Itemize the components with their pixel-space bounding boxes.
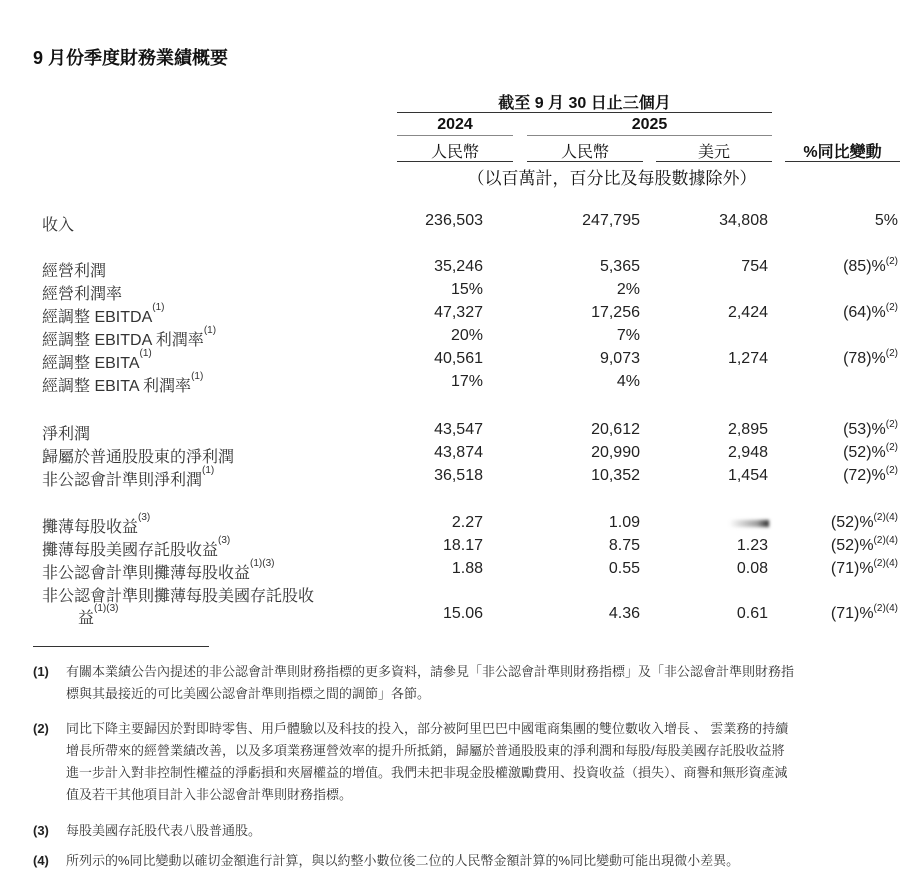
row-label: 經調整 EBITA 利潤率$^{(1)}$ — [42, 371, 204, 395]
value-yoy: (71)%$^{(2)(4)}$ — [830, 603, 898, 622]
value-2024-rmb: 15% — [450, 281, 483, 298]
value-2025-usd: 2,895 — [727, 421, 768, 438]
value-yoy: (52)%$^{(2)(4)}$ — [830, 512, 898, 531]
period-rule — [397, 112, 772, 113]
value-2024-rmb: 40,561 — [434, 350, 483, 367]
footnote-line: 每股美國存託股代表八股普通股。 — [66, 823, 262, 838]
col-2024-rmb-header: 人民幣 — [430, 144, 479, 161]
row-label: 攤薄每股收益$^{(3)}$ — [42, 512, 151, 536]
table-row-non-gaap-diluted-ads-eps — [0, 583, 916, 605]
footnote-line: 有關本業績公告內提述的非公認會計準則財務指標的更多資料，請參見「非公認會計準則財務指標」及「非公認會計準則財務指 — [66, 664, 795, 679]
value-2025-usd: 34,808 — [719, 212, 768, 229]
value-2024-rmb: 20% — [450, 327, 483, 344]
table-row-revenue — [0, 212, 916, 234]
col-yoy-rule — [785, 161, 900, 162]
value-yoy: (52)%$^{(2)(4)}$ — [830, 535, 898, 554]
value-yoy: (85)%$^{(2)}$ — [843, 256, 898, 275]
row-label: 收入 — [42, 217, 75, 234]
footnote-2 — [33, 718, 893, 806]
value-2025-usd: 754 — [741, 258, 768, 275]
footnote-number: (4) — [33, 853, 49, 868]
value-yoy: (71)%$^{(2)(4)}$ — [830, 558, 898, 577]
value-2025-rmb: 10,352 — [591, 467, 640, 484]
table-row-diluted-eps — [0, 514, 916, 536]
col-2024-rmb-rule — [397, 161, 513, 162]
value-2025-usd: 2,424 — [727, 304, 768, 321]
row-label-continued: 益$^{(1)(3)}$ — [78, 603, 119, 627]
value-2025-usd: 0.61 — [736, 605, 768, 622]
footnote-line: 所列示的%同比變動以確切金額進行計算，與以約整小數位後二位的人民幣金額計算的%同比變動可能出現微小差異。 — [66, 853, 740, 868]
year-2025-header: 2025 — [631, 116, 668, 133]
value-2024-rmb: 47,327 — [434, 304, 483, 321]
value-2025-rmb: 20,612 — [591, 421, 640, 438]
footnote-3 — [33, 820, 893, 842]
footnote-number: (1) — [33, 664, 49, 679]
footnote-line: 增長所帶來的經營業績改善，以及多項業務運營效率的提升所抵銷，歸屬於普通股股東的淨利潤和每股/每股美國存託股收益將 — [66, 743, 785, 758]
footnote-line: 標與其最接近的可比美國公認會計準則指標之間的調節」各節。 — [66, 686, 431, 701]
value-2024-rmb: 236,503 — [425, 212, 483, 229]
value-2024-rmb: 15.06 — [442, 605, 483, 622]
footnote-line: 同比下降主要歸因於對即時零售、用戶體驗以及科技的投入，部分被阿里巴巴中國電商集團的雙位數收入增長 、 雲業務的持續 — [66, 721, 789, 736]
value-2025-rmb: 247,795 — [582, 212, 640, 229]
row-label: 非公認會計準則淨利潤$^{(1)}$ — [42, 465, 215, 489]
value-yoy: (64)%$^{(2)}$ — [843, 302, 898, 321]
value-2025-rmb: 4% — [616, 373, 640, 390]
value-2024-rmb: 43,874 — [434, 444, 483, 461]
year-2024-rule — [397, 135, 513, 136]
col-2025-rmb-rule — [527, 161, 643, 162]
row-label: 經營利潤 — [42, 263, 107, 280]
value-2024-rmb: 43,547 — [434, 421, 483, 438]
value-yoy: 5% — [874, 212, 898, 229]
units-note: （以百萬計，百分比及每股數據除外） — [467, 169, 757, 188]
row-label: 經調整 EBITA$^{(1)}$ — [42, 348, 152, 372]
footnote-4 — [33, 850, 893, 872]
table-row-operating-margin — [0, 281, 916, 303]
footnote-number: (2) — [33, 721, 49, 736]
value-2025-rmb: 2% — [616, 281, 640, 298]
table-row-adjusted-ebitda-margin — [0, 327, 916, 349]
row-label: 攤薄每股美國存託股收益$^{(3)}$ — [42, 535, 231, 559]
value-yoy: (52)%$^{(2)}$ — [843, 442, 898, 461]
value-2025-rmb: 8.75 — [608, 537, 640, 554]
value-2024-rmb: 1.88 — [451, 560, 483, 577]
col-2025-usd-rule — [656, 161, 772, 162]
table-row-net-income — [0, 421, 916, 443]
footnote-number: (3) — [33, 823, 49, 838]
value-2025-rmb: 17,256 — [591, 304, 640, 321]
table-row-net-income-attributable — [0, 444, 916, 466]
row-label: 非公認會計準則攤薄每股收益$^{(1)(3)}$ — [42, 558, 275, 582]
row-label: 經營利潤率 — [42, 286, 123, 303]
value-2025-usd-redacted — [729, 520, 769, 527]
value-2025-usd: 2,948 — [727, 444, 768, 461]
value-2025-rmb: 9,073 — [599, 350, 640, 367]
value-2024-rmb: 18.17 — [442, 537, 483, 554]
page-title: 9 月份季度財務業績概要 — [33, 48, 229, 68]
table-row-adjusted-ebita-margin — [0, 373, 916, 395]
value-2025-usd: 1.23 — [736, 537, 768, 554]
table-row-non-gaap-diluted-eps — [0, 560, 916, 582]
value-yoy: (53)%$^{(2)}$ — [843, 419, 898, 438]
table-row-adjusted-ebita — [0, 350, 916, 372]
value-2025-rmb: 4.36 — [608, 605, 640, 622]
value-2025-rmb: 5,365 — [599, 258, 640, 275]
row-label: 經調整 EBITDA 利潤率$^{(1)}$ — [42, 325, 217, 349]
year-2024-header: 2024 — [437, 116, 473, 133]
value-yoy: (78)%$^{(2)}$ — [843, 348, 898, 367]
col-yoy-header: %同比變動 — [803, 144, 882, 161]
table-row-non-gaap-net-income — [0, 467, 916, 489]
footnote-divider — [33, 646, 209, 647]
footnote-line: 進一步計入對非控制性權益的淨虧損和夾層權益的增值。我們未把非現金股權激勵費用、投資收益（損失）、商譽和無形資產減 — [66, 765, 788, 780]
row-label: 歸屬於普通股股東的淨利潤 — [42, 449, 235, 466]
value-2025-usd: 1,274 — [727, 350, 768, 367]
table-row-non-gaap-diluted-ads-eps-cont — [0, 605, 916, 627]
value-2025-rmb: 0.55 — [608, 560, 640, 577]
period-header: 截至 9 月 30 日止三個月 — [498, 95, 671, 112]
value-2025-usd: 1,454 — [727, 467, 768, 484]
col-2025-usd-header: 美元 — [697, 144, 730, 161]
value-2024-rmb: 2.27 — [451, 514, 483, 531]
value-2024-rmb: 35,246 — [434, 258, 483, 275]
value-yoy: (72)%$^{(2)}$ — [843, 465, 898, 484]
value-2025-rmb: 7% — [616, 327, 640, 344]
footnote-line: 值及若干其他項目計入非公認會計準則財務指標。 — [66, 787, 353, 802]
value-2025-rmb: 20,990 — [591, 444, 640, 461]
table-row-adjusted-ebitda — [0, 304, 916, 326]
value-2025-rmb: 1.09 — [608, 514, 640, 531]
row-label: 經調整 EBITDA$^{(1)}$ — [42, 302, 165, 326]
footnote-1 — [33, 661, 893, 705]
row-label: 非公認會計準則攤薄每股美國存託股收 — [42, 588, 315, 605]
row-label: 淨利潤 — [42, 426, 91, 443]
value-2025-usd: 0.08 — [736, 560, 768, 577]
col-2025-rmb-header: 人民幣 — [560, 144, 609, 161]
year-2025-rule — [527, 135, 772, 136]
table-row-diluted-ads-eps — [0, 537, 916, 559]
value-2024-rmb: 36,518 — [434, 467, 483, 484]
value-2024-rmb: 17% — [450, 373, 483, 390]
table-row-operating-income — [0, 258, 916, 280]
